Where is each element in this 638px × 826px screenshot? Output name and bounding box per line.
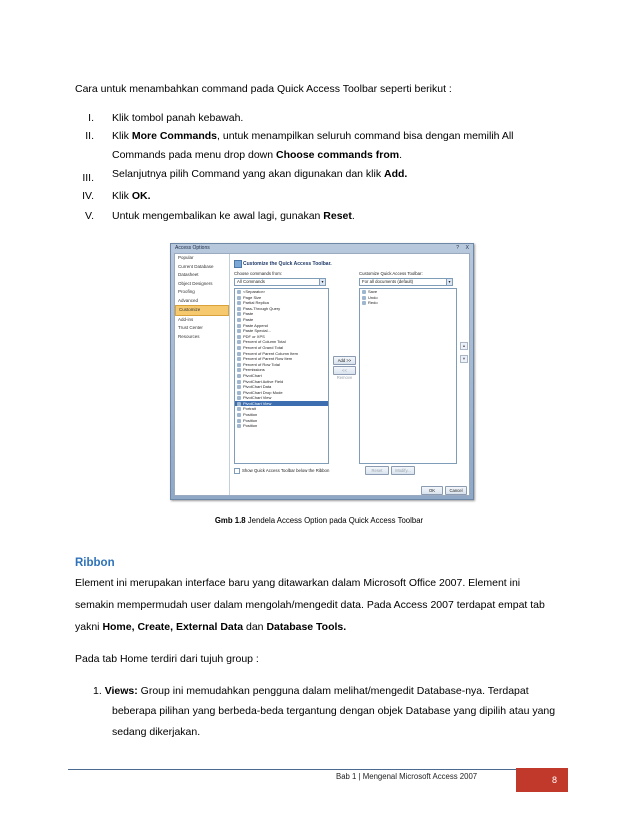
list-item[interactable]: Paste Special... [235, 328, 328, 334]
step-text: Klik More Commands, untuk menampilkan seluruh command bisa dengan memilih All [112, 130, 514, 142]
customize-toolbar-value: For all documents (default) [362, 279, 414, 284]
customize-toolbar-select[interactable] [359, 278, 453, 286]
paragraph-line: Pada tab Home terdiri dari tujuh group : [75, 653, 259, 665]
list-item[interactable]: Position [235, 412, 328, 418]
commands-list[interactable] [234, 288, 329, 464]
customize-panel [231, 254, 469, 495]
list-item[interactable]: Pass-Through Query [235, 306, 328, 312]
choose-commands-value: All Commands [237, 279, 265, 284]
move-down-icon[interactable]: ▼ [460, 355, 468, 363]
cancel-button[interactable]: Cancel [445, 486, 467, 495]
list-item[interactable]: Partial Replica [235, 300, 328, 306]
window-title: Access Options [175, 245, 210, 251]
panel-heading: Customize the Quick Access Toolbar. [243, 261, 332, 267]
list-item[interactable]: <Separator> [235, 289, 328, 295]
choose-commands-label: Choose commands from: [234, 271, 283, 276]
add-button[interactable]: Add >> [333, 356, 356, 365]
list-item[interactable]: PivotChart Data [235, 384, 328, 390]
step-number: I. [88, 112, 94, 124]
options-nav [175, 254, 230, 495]
list-item[interactable]: PDF or XPS [235, 334, 328, 340]
step-number: II. [85, 130, 94, 142]
footer-chapter: Bab 1 | Mengenal Microsoft Access 2007 [336, 772, 478, 781]
list-item[interactable]: Save [360, 289, 456, 295]
nav-item-resources[interactable]: Resources [178, 333, 200, 339]
list-item[interactable]: Percent of Row Total [235, 362, 328, 368]
paragraph-line: beberapa pilihan yang berbeda-beda tergantung dengan objek Database yang dipilih atau yang [112, 705, 556, 717]
close-icon[interactable]: X [465, 245, 469, 251]
nav-item-customize[interactable]: Customize [175, 305, 229, 316]
move-up-icon[interactable]: ▲ [460, 342, 468, 350]
chevron-down-icon: ▾ [319, 279, 325, 285]
list-item[interactable]: Paste [235, 317, 328, 323]
customize-toolbar-label: Customize Quick Access Toolbar: [359, 271, 423, 276]
show-below-label: Show Quick Access Toolbar below the Ribbon [242, 468, 330, 473]
nav-item-add-ins[interactable]: Add-ins [178, 316, 194, 322]
step-text: Selanjutnya pilih Command yang akan digunakan dan klik Add. [112, 168, 408, 180]
nav-item-popular[interactable]: Popular [178, 255, 194, 260]
list-item[interactable]: PivotChart Drop Mode [235, 390, 328, 396]
list-item[interactable]: Page Size [235, 295, 328, 301]
step-text: Untuk mengembalikan ke awal lagi, gunakan Reset. [112, 210, 355, 222]
dialog-body [174, 253, 470, 496]
remove-button[interactable]: << Remove [333, 366, 356, 375]
nav-item-advanced[interactable]: Advanced [178, 297, 199, 303]
nav-item-proofing[interactable]: Proofing [178, 289, 195, 294]
step-text-continued: Commands pada menu drop down Choose commands from. [112, 149, 403, 161]
toolbar-icon [234, 260, 242, 268]
paragraph-line: semakin mempermudah user dalam mengolah/mengedit data. Pada Access 2007 terdapat empat tab [75, 599, 545, 611]
step-number: III. [82, 172, 94, 184]
list-item[interactable]: Undo [360, 295, 456, 301]
list-item[interactable]: PivotChart Active Field [235, 379, 328, 385]
paragraph-line: yakni Home, Create, External Data dan Database Tools. [75, 621, 347, 633]
access-options-screenshot [170, 243, 474, 500]
list-item[interactable]: Paste [235, 311, 328, 317]
step-text: Klik OK. [112, 190, 151, 202]
ok-button[interactable]: OK [421, 486, 443, 495]
show-below-checkbox[interactable] [234, 468, 240, 474]
list-item[interactable]: PivotChart View [235, 395, 328, 401]
step-text: Klik tombol panah kebawah. [112, 112, 244, 124]
list-item[interactable]: Percent of Parent Row Item [235, 356, 328, 362]
list-item[interactable]: Paste Append [235, 323, 328, 329]
list-item[interactable]: Percent of Parent Column Item [235, 351, 328, 357]
modify-button[interactable]: Modify... [391, 466, 415, 475]
list-item[interactable]: Redo [360, 300, 456, 306]
nav-item-object-designers[interactable]: Object Designers [178, 280, 213, 286]
nav-item-datasheet[interactable]: Datasheet [178, 272, 199, 277]
page-number: 8 [551, 775, 557, 785]
intro-text: Cara untuk menambahkan command pada Quick Access Toolbar seperti berikut : [75, 83, 452, 95]
list-item-views: 1. Views: Group ini memudahkan pengguna dalam melihat/mengedit Database-nya. Terdapat [93, 685, 529, 697]
list-item[interactable]: Portrait [235, 406, 328, 412]
list-item[interactable]: Percent of Grand Total [235, 345, 328, 351]
nav-item-trust-center[interactable]: Trust Center [178, 325, 203, 330]
paragraph-line: sedang dikerjakan. [112, 726, 201, 738]
figure-caption: Gmb 1.8 Jendela Access Option pada Quick Access Toolbar [214, 516, 424, 525]
choose-commands-select[interactable] [234, 278, 326, 286]
list-item[interactable]: Permissions [235, 367, 328, 373]
list-item[interactable]: Percent of Column Total [235, 339, 328, 345]
list-item[interactable]: PivotChart [235, 373, 328, 379]
help-icon[interactable]: ? [456, 245, 459, 251]
nav-item-current-database[interactable]: Current Database [178, 263, 214, 269]
step-number: IV. [82, 190, 94, 202]
section-heading-ribbon: Ribbon [75, 557, 115, 569]
footer-rule [68, 769, 526, 770]
chevron-down-icon: ▾ [446, 279, 452, 285]
step-number: V. [85, 210, 94, 222]
paragraph-line: Element ini merupakan interface baru yang ditawarkan dalam Microsoft Office 2007. Element ini [75, 577, 521, 589]
reset-button[interactable]: Reset [365, 466, 389, 475]
list-item-selected[interactable]: PivotChart View [235, 401, 328, 407]
list-item[interactable]: Position [235, 418, 328, 424]
list-item[interactable]: Position [235, 423, 328, 429]
toolbar-list[interactable] [359, 288, 457, 464]
